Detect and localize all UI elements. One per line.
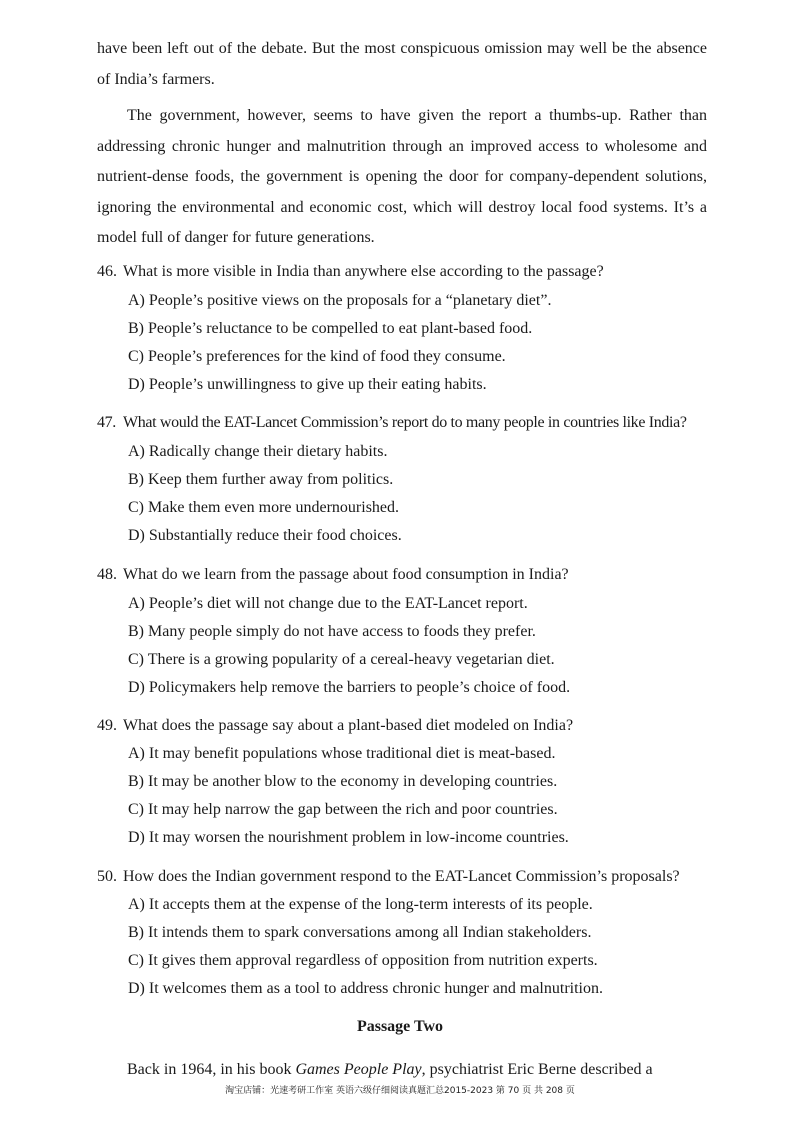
option-c[interactable]: C) It gives them approval regardless of opposition from nutrition experts. <box>128 952 598 969</box>
page-footer: 淘宝店铺：光速考研工作室 英语六级仔细阅读真题汇总2015-2023 第 70 页 共 208 页 <box>225 1086 575 1096</box>
question-46-options <box>128 287 728 399</box>
option-a[interactable]: A) It accepts them at the expense of the long-term interests of its people. <box>128 896 593 913</box>
question-47 <box>97 409 717 437</box>
question-47-options <box>128 438 728 550</box>
question-stem: What do we learn from the passage about food consumption in India? <box>123 566 569 583</box>
option-c[interactable]: C) It may help narrow the gap between the rich and poor countries. <box>128 801 558 818</box>
question-49 <box>97 712 717 740</box>
intro-paragraph-1: have been left out of the debate. But the most conspicuous omission may well be the absence of India’s farmers. <box>97 40 707 88</box>
question-number: 46. <box>97 263 117 280</box>
question-number: 48. <box>97 566 117 583</box>
question-stem: What is more visible in India than anywhere else according to the passage? <box>123 263 604 280</box>
opening-text-before: Back in 1964, in his book <box>127 1061 296 1078</box>
question-number: 50. <box>97 868 117 885</box>
option-b[interactable]: B) It may be another blow to the economy in developing countries. <box>128 773 558 790</box>
question-number: 47. <box>97 414 116 431</box>
option-c[interactable]: C) Make them even more undernourished. <box>128 499 400 516</box>
question-46 <box>97 258 717 286</box>
question-stem: How does the Indian government respond to the EAT-Lancet Commission’s proposals? <box>123 868 680 885</box>
option-d[interactable]: D) Substantially reduce their food choices. <box>128 527 402 544</box>
question-number: 49. <box>97 717 117 734</box>
option-d[interactable]: D) People’s unwillingness to give up their eating habits. <box>128 376 487 393</box>
passage-two-heading: Passage Two <box>356 1018 444 1035</box>
opening-text-after: , psychiatrist Eric Berne described a <box>421 1061 653 1078</box>
question-stem: What would the EAT-Lancet Commission’s report do to many people in countries like India? <box>123 414 687 431</box>
option-b[interactable]: B) Many people simply do not have access to foods they prefer. <box>128 623 536 640</box>
option-b[interactable]: B) People’s reluctance to be compelled to eat plant-based food. <box>128 320 533 337</box>
option-d[interactable]: D) It may worsen the nourishment problem in low-income countries. <box>128 829 569 846</box>
question-50-options <box>128 891 728 1003</box>
option-b[interactable]: B) It intends them to spark conversations among all Indian stakeholders. <box>128 924 592 941</box>
option-d[interactable]: D) It welcomes them as a tool to address chronic hunger and malnutrition. <box>128 980 603 997</box>
option-b[interactable]: B) Keep them further away from politics. <box>128 471 394 488</box>
option-c[interactable]: C) People’s preferences for the kind of food they consume. <box>128 348 506 365</box>
option-a[interactable]: A) People’s positive views on the proposals for a “planetary diet”. <box>128 292 552 309</box>
question-48 <box>97 561 717 589</box>
intro-paragraph-2: The government, however, seems to have given the report a thumbs-up. Rather than addressing chronic hunger and malnutrition through an improved access to wholesome and nutrient-dense foods, the government is opening the door for company-dependent solutions, ignoring the environmental and economic cost, which will destroy local food systems. It’s a model full of danger for future generations. <box>97 107 707 246</box>
option-a[interactable]: A) People’s diet will not change due to the EAT-Lancet report. <box>128 595 528 612</box>
question-48-options <box>128 590 728 702</box>
passage-two-opening <box>97 1055 707 1086</box>
question-stem: What does the passage say about a plant-based diet modeled on India? <box>123 717 574 734</box>
option-c[interactable]: C) There is a growing popularity of a cereal-heavy vegetarian diet. <box>128 651 555 668</box>
option-d[interactable]: D) Policymakers help remove the barriers to people’s choice of food. <box>128 679 571 696</box>
book-title: Games People Play <box>295 1061 422 1078</box>
option-a[interactable]: A) Radically change their dietary habits. <box>128 443 388 460</box>
option-a[interactable]: A) It may benefit populations whose traditional diet is meat-based. <box>128 745 556 762</box>
question-50 <box>97 863 717 891</box>
question-49-options <box>128 740 728 852</box>
